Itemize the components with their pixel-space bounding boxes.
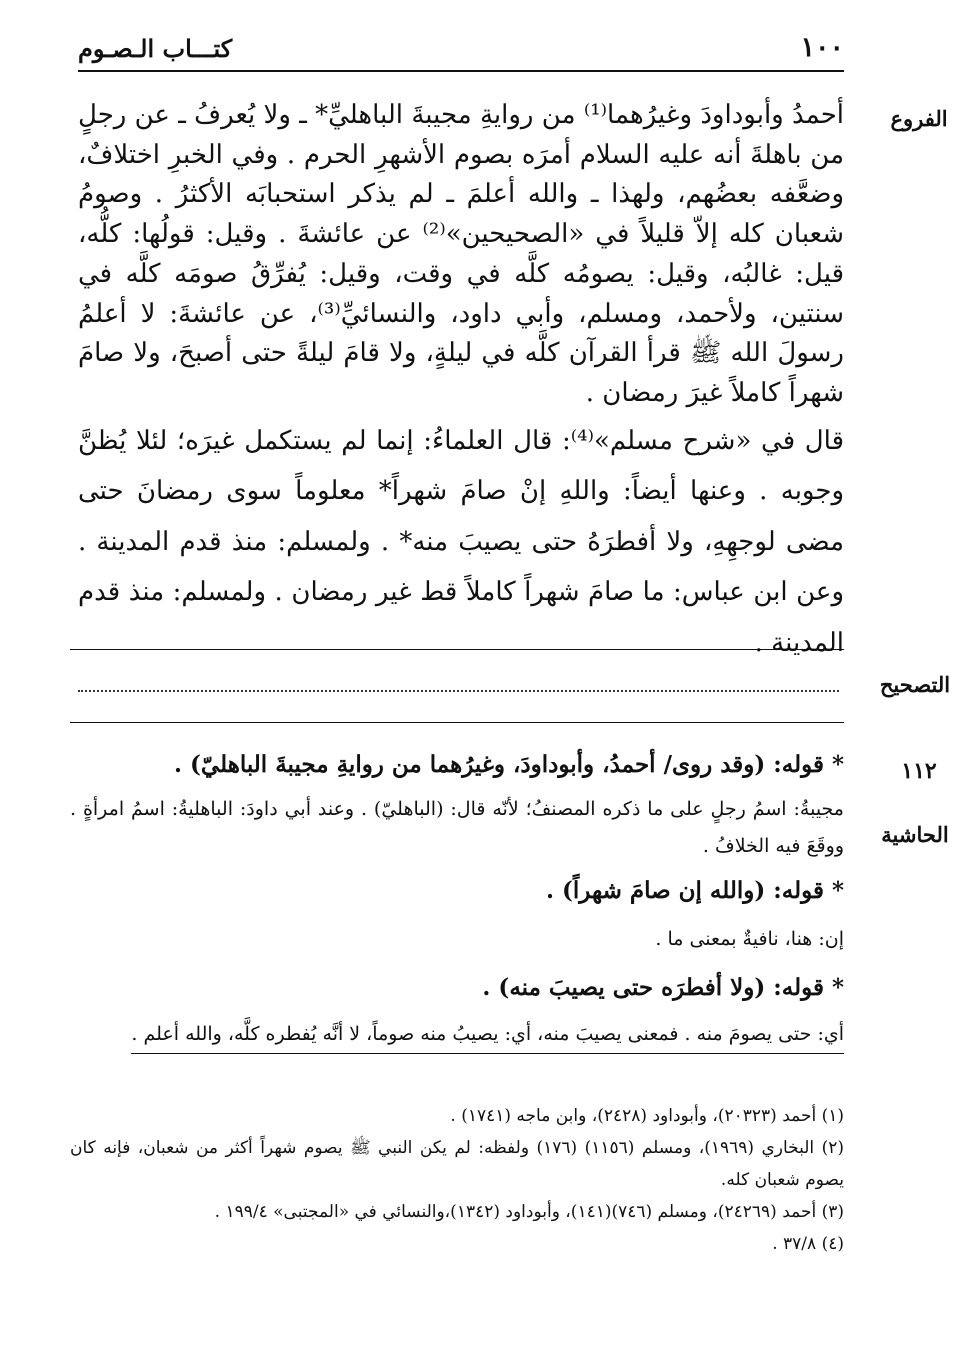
hashiya-quote-1: * قوله: (وقد روى/ أحمدُ، وأبوداودَ، وغيرُهما من روايةِ مجيبةَ الباهليّ) .: [174, 751, 844, 778]
section-number: ١١٢: [901, 758, 937, 784]
footnote-4: (٤) ٣٧/٨ .: [772, 1234, 844, 1254]
tashih-dotted-line: [78, 690, 839, 692]
page-header: [78, 30, 844, 70]
footnote-1: (١) أحمد (٢٠٣٢٣)، وأبوداود (٢٤٢٨)، وابن ماجه (١٧٤١) .: [450, 1106, 844, 1126]
main-text: [78, 96, 844, 668]
main-paragraph-1: أحمدُ وأبوداودَ وغيرُهما⁽¹⁾ من روايةِ مجيبةَ الباهليِّ* ـ ولا يُعرفُ ـ عن رجلٍ من باهلةَ أنه عليه السلام أمرَه بصوم الأشهرِ الحرم . وفي الخبرِ اختلافٌ، وضعَّفه بعضُهم، ولهذا ـ والله أعلمَ ـ لم يذكر استحبابَه الأكثرُ . وصومُ شعبان كله إلاّ قليلاً في «الصحيحين»⁽²⁾ عن عائشةَ . وقيل: قولُها: كلُّه، قيل: غالبُه، وقيل: يصومُه كلَّه في وقت، وقيل: يُفرِّقُ صومَه كلَّه في سنتين، ولأحمد، ومسلم، وأبي داود، والنسائيِّ⁽³⁾، عن عائشةَ: لا أعلمُ رسولَ الله ﷺ قرأ القرآن كلَّه في ليلةٍ، ولا قامَ ليلةً حتى أصبحَ، ولا صامَ شهراً كاملاً غيرَ رمضان .: [78, 100, 845, 408]
header-rule: [78, 70, 844, 72]
book-title: كتـــاب الـصـوم: [78, 34, 233, 63]
divider-top: [70, 649, 844, 650]
hashiya-note-3-wrap: [70, 1018, 844, 1054]
main-paragraph-2: قال في «شرح مسلم»⁽⁴⁾: قال العلماءُ: إنما لم يستكمل غيرَه؛ لئلا يُظنَّ وجوبه . وعنها أيضاً: واللهِ إنْ صامَ شهراً* معلوماً سوى رمضانَ حتى مضى لوجهِهِ، ولا أفطرَهُ حتى يصيبَ منه* . ولمسلم: منذ قدم المدينة . وعن ابن عباس: ما صامَ شهراً كاملاً قط غير رمضان . ولمسلم: منذ قدم المدينة .: [78, 425, 845, 658]
divider-bottom: [70, 722, 844, 723]
label-hashiya: الحاشية: [881, 822, 949, 847]
footnote-3: (٣) أحمد (٢٤٢٦٩)، ومسلم (٧٤٦)(١٤١)، وأبوداود (١٣٤٢)،والنسائي في «المجتبى» ١٩٩/٤ .: [214, 1202, 844, 1222]
footnote-2: (٢) البخاري (١٩٦٩)، ومسلم (١١٥٦) (١٧٦) ولفظه: لم يكن النبي ﷺ يصوم شهراً أكثر من شعبان، فإنه كان يصوم شعبان كله.: [70, 1138, 845, 1190]
label-tashih: التصحيح: [879, 672, 951, 697]
hashiya-quote-3: * قوله: (ولا أفطرَه حتى يصيبَ منه) .: [482, 974, 844, 1001]
hashiya-quote-2: * قوله: (والله إن صامَ شهراً) .: [545, 877, 844, 904]
hashiya-note-2: إن: هنا، نافيةٌ بمعنى ما .: [655, 928, 844, 950]
hashiya-block: [70, 745, 844, 1054]
label-furu: الفروع: [890, 106, 948, 131]
hashiya-note-1: مجيبةُ: اسمُ رجلٍ على ما ذكره المصنفُ؛ لأنّه قال: (الباهليّ) . وعند أبي داودَ: الباهليةُ: اسمُ امرأةٍ . ووقَعَ فيه الخلافُ .: [70, 798, 844, 857]
hashiya-note-3: أي: حتى يصومَ منه . فمعنى يصيبَ منه، أي: يصيبُ منه صوماً، لا أنَّه يُفطره كلَّه، والله أعلم .: [131, 1018, 844, 1054]
footnotes: [70, 1100, 844, 1260]
page-number: ١٠٠: [800, 32, 844, 63]
